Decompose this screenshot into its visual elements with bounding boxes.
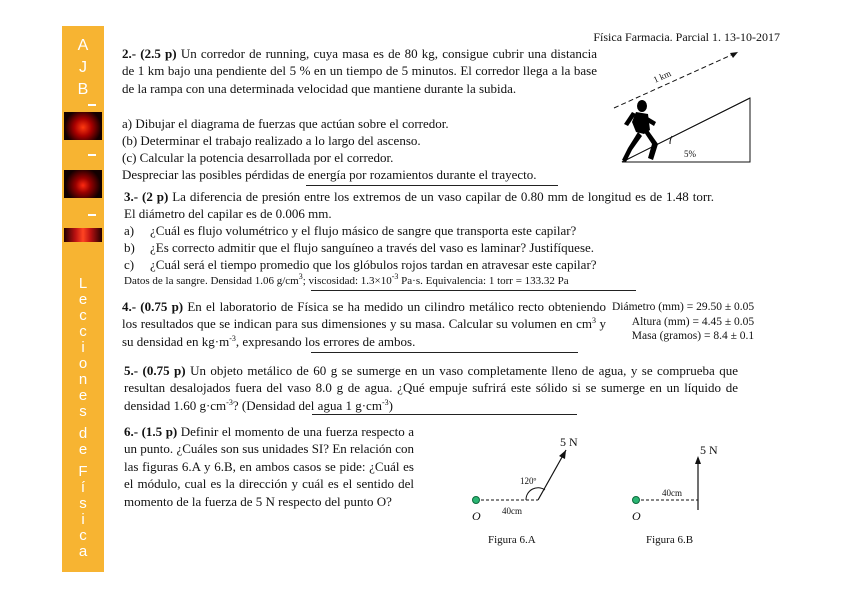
slope-angle-arc (670, 136, 672, 144)
distance-arrow (614, 52, 738, 108)
thumbnail-image (64, 170, 102, 198)
sidebar-banner (62, 26, 104, 572)
divider (312, 414, 577, 415)
pivot-point (633, 497, 640, 504)
question-text: , expresando los errores de ambos. (235, 333, 416, 349)
question-note: Despreciar las posibles pérdidas de energía por rozamientos durante el trayecto. (122, 167, 537, 182)
sidebar-letter: o (78, 355, 88, 372)
sidebar-letter: i (81, 339, 85, 356)
question-item: ¿Es correcto admitir que el flujo sanguíneo a través del vaso es laminar? Justifíquese. (150, 240, 595, 255)
sidebar-letter: i (81, 511, 85, 528)
figure-6a (460, 432, 590, 532)
question-text: Definir el momento de una fuerza respecto a un punto. ¿Cuáles son sus unidades SI? En relación con las figuras 6.A y 6.B, en ambos casos se pide: ¿Cuál es el módulo, cual es la dirección y cuál es el sentido del momento de la fuerza de 5 N respecto del punto O? (124, 424, 414, 509)
point-label: O (632, 509, 641, 523)
question-3 (124, 188, 714, 223)
distance-label: 40cm (662, 488, 682, 498)
divider (306, 185, 558, 186)
sidebar-letter: n (78, 371, 88, 388)
question-4 (122, 298, 606, 350)
page-header: Física Farmacia. Parcial 1. 13-10-2017 (593, 30, 780, 44)
question-text: Un corredor de running, cuya masa es de 80 kg, consigue cubrir una distancia de 1 km bajo una pendiente del 5 % en un tiempo de 5 minutos. El corredor llega a la base de la rampa con una determinada velocidad que mantiene durante la subida. (122, 46, 598, 96)
exponent: -3 (229, 333, 236, 343)
exponent: -3 (381, 397, 389, 407)
question-item: ¿Cuál será el tiempo promedio que los glóbulos rojos tardan en atravesar este capilar? (150, 257, 597, 272)
question-text: ? (Densidad del agua 1 g·cm (232, 397, 382, 413)
force-arrow (538, 450, 566, 500)
divider (88, 104, 96, 106)
pivot-point (473, 497, 480, 504)
sidebar-letter: a (78, 543, 88, 560)
question-item: ¿Cuál es flujo volumétrico y el flujo másico de sangre que transporta este capilar? (150, 223, 577, 238)
question-text: ) (388, 397, 393, 413)
sidebar-letter: A (77, 37, 89, 54)
exponent: -3 (226, 397, 233, 407)
sidebar-letter: e (78, 387, 88, 404)
sidebar-letter: e (78, 291, 88, 308)
question-item: (c) Calcular la potencia desarrollada por el corredor. (122, 150, 394, 165)
figure-caption: Figura 6.A (488, 534, 536, 546)
divider (311, 352, 578, 353)
sidebar-letter: J (79, 59, 87, 76)
distance-label: 40cm (502, 506, 522, 516)
question-number: 5.- (0.75 p) (124, 363, 186, 378)
angle-arc (526, 488, 545, 500)
blood-data-text: Pa·s. Equivalencia: 1 torr = 133.32 Pa (398, 275, 569, 287)
question-number: 3.- (2 p) (124, 189, 169, 204)
force-arrow-head (559, 450, 566, 459)
angle-label: 120º (520, 476, 537, 486)
sidebar-letter: e (78, 441, 88, 458)
sidebar-letter: s (79, 495, 87, 512)
question-item-label: a) (124, 223, 135, 238)
sidebar-letter: c (79, 323, 87, 340)
force-label: 5 N (700, 443, 718, 457)
divider (88, 214, 96, 216)
question-number: 4.- (0.75 p) (122, 299, 184, 314)
question-item-label: b) (124, 240, 135, 255)
sidebar-letter: s (79, 403, 87, 420)
sidebar-letter: F (78, 463, 88, 480)
sidebar-letter: í (80, 479, 86, 496)
exponent: 3 (298, 272, 303, 281)
question-text: En el laboratorio de Física se ha medido un cilindro metálico recto obteniendo los resultados que se indican para sus dimensiones y su masa. Calcular su volumen en cm (122, 299, 607, 332)
measurement-row: Masa (gramos) = 8.4 ± 0.1 (631, 330, 755, 342)
measurement-row: Diámetro (mm) = 29.50 ± 0.05 (612, 301, 755, 313)
sidebar-letter: B (77, 81, 89, 98)
exponent: 3 (591, 316, 596, 326)
distance-label: 1 km (651, 68, 673, 85)
question-2 (122, 45, 597, 97)
figure-caption: Figura 6.B (646, 534, 694, 546)
force-label: 5 N (560, 435, 578, 449)
question-number: 6.- (1.5 p) (124, 424, 178, 439)
blood-data-text: Datos de la sangre. Densidad 1.06 g/cm (124, 275, 299, 287)
blood-data-text: ; viscosidad: 1.3×10 (302, 275, 392, 287)
sidebar-letter: L (78, 275, 88, 292)
question-item-label: c) (124, 257, 135, 272)
force-arrow-head (695, 456, 701, 464)
measurement-row: Altura (mm) = 4.45 ± 0.05 (631, 315, 755, 328)
sidebar-letter: c (79, 307, 87, 324)
question-6 (124, 423, 414, 510)
figure-6b (624, 432, 734, 532)
question-text: La diferencia de presión entre los extremos de un vaso capilar de 0.80 mm de longitud es de 1.48 torr. El diámetro del capilar es de 0.006 mm. (124, 189, 715, 222)
question-text: y su densidad en kg·m (122, 316, 607, 349)
divider (311, 290, 636, 291)
question-item: (b) Determinar el trabajo realizado a lo largo del ascenso. (122, 133, 421, 148)
sidebar-letter: d (78, 425, 88, 442)
question-5 (124, 362, 738, 414)
ramp-figure (600, 48, 780, 168)
question-text: Un objeto metálico de 60 g se sumerge en un vaso completamente lleno de agua, y se comprueba que resultan desalojados fuera del vaso 8.0 g de agua. ¿Qué empuje sufrirá este sólido si se sumerge en un líquido de densidad 1.60 g·cm (124, 363, 739, 413)
thumbnail-image (64, 112, 102, 140)
divider (88, 154, 96, 156)
slope-label: 5% (684, 149, 696, 159)
thumbnail-image (64, 228, 102, 242)
blood-data-line (124, 273, 569, 290)
sidebar-letter: c (79, 527, 87, 544)
measurement-table (612, 300, 754, 344)
exponent: -3 (391, 272, 399, 281)
question-item: a) Dibujar el diagrama de fuerzas que actúan sobre el corredor. (122, 116, 449, 131)
distance-arrow-head (730, 52, 738, 58)
question-number: 2.- (2.5 p) (122, 46, 177, 61)
point-label: O (472, 509, 481, 523)
